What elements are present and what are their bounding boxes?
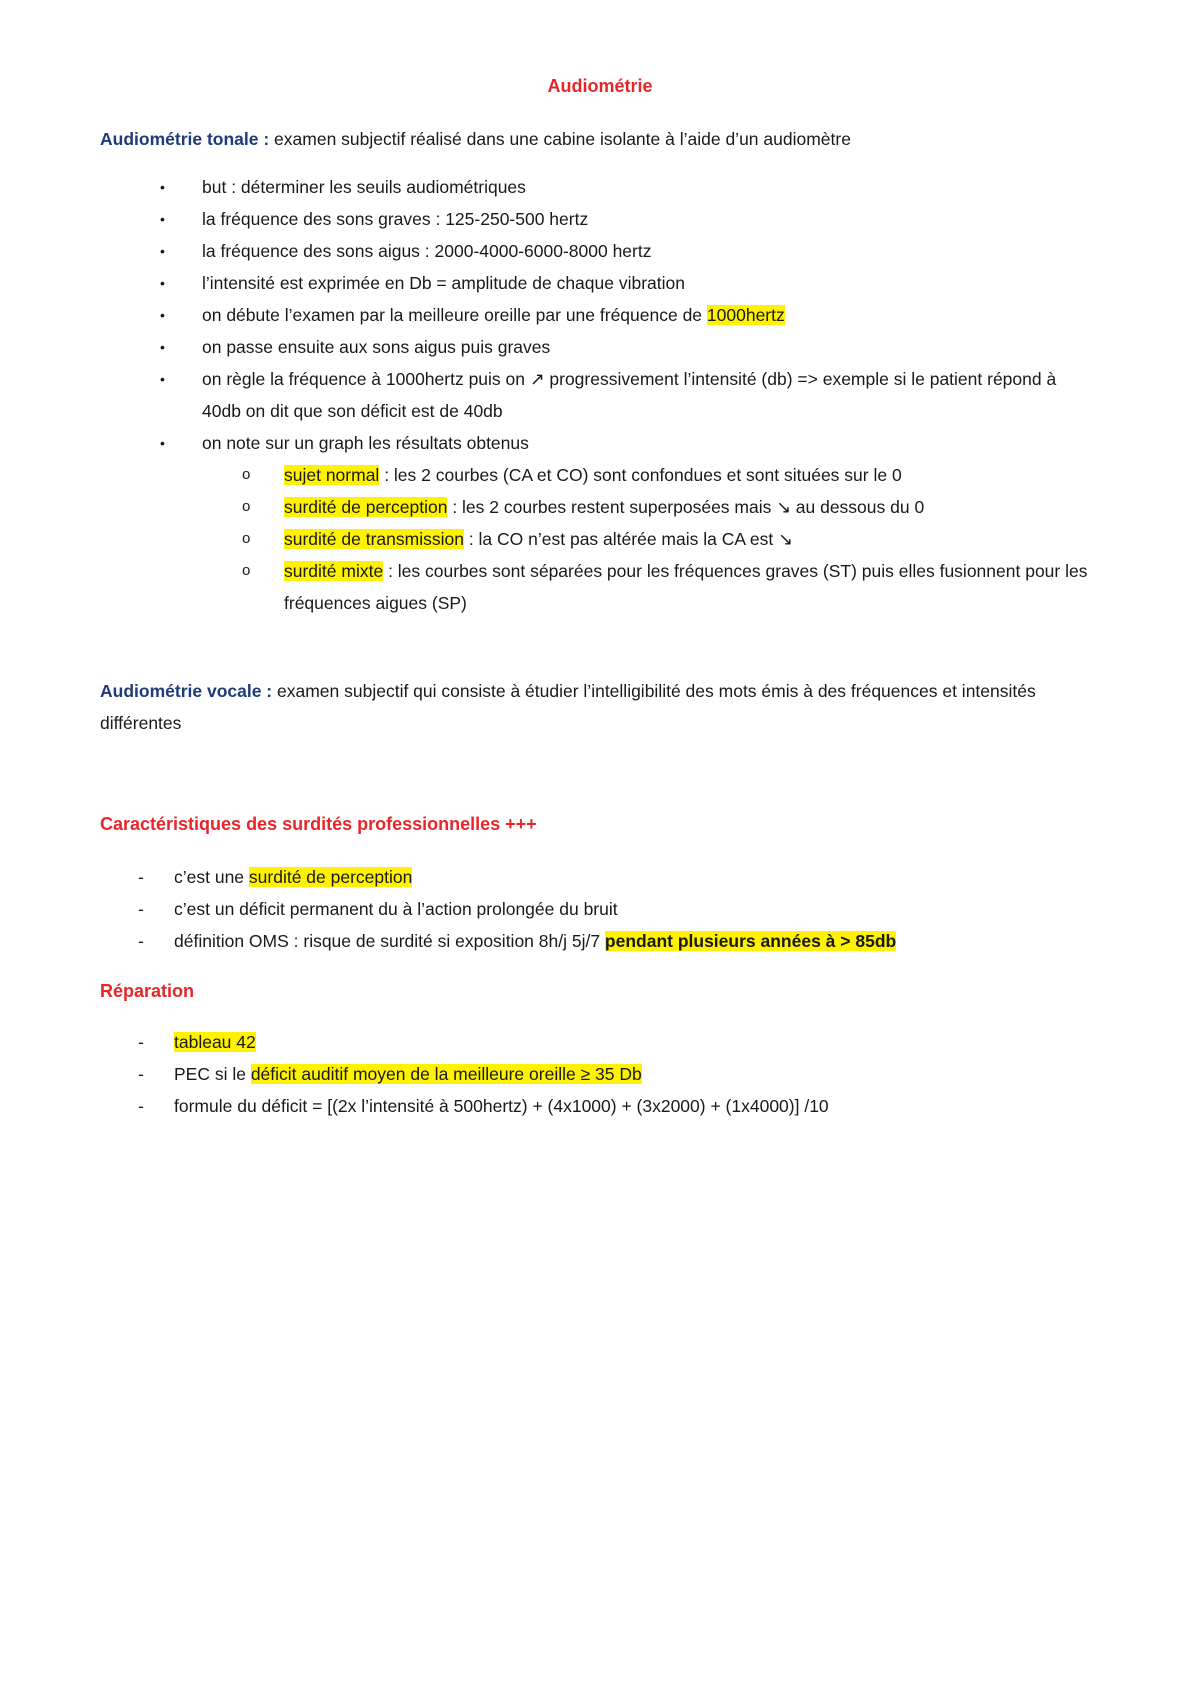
- bullet-mark: •: [160, 435, 165, 451]
- list-item-text: on passe ensuite aux sons aigus puis graves: [202, 337, 551, 357]
- reparation-heading: Réparation: [100, 981, 195, 1001]
- sub-list-item-text: : les courbes sont séparées pour les fréquences graves (ST) puis elles fusionnent pour les fréquences aigues (SP): [284, 561, 1088, 613]
- tonale-heading: Audiométrie tonale :: [100, 129, 270, 149]
- bullet-mark: •: [160, 243, 165, 259]
- dash-mark: -: [138, 899, 144, 919]
- dash-mark: -: [138, 1032, 144, 1052]
- dash-mark: -: [138, 1064, 144, 1084]
- dash-mark: -: [138, 1096, 144, 1116]
- list-item: [138, 1090, 1068, 1122]
- vocale-paragraph: [100, 675, 1110, 739]
- list-item: [138, 861, 1068, 893]
- list-item-text: la fréquence des sons aigus : 2000-4000-6000-8000 hertz: [202, 241, 652, 261]
- list-item-text: c’est un déficit permanent du à l’action prolongée du bruit: [174, 899, 618, 919]
- highlighted-text: pendant plusieurs années à > 85db: [604, 931, 897, 951]
- highlighted-text: surdité de perception: [284, 497, 448, 517]
- vocale-heading: Audiométrie vocale :: [100, 681, 273, 701]
- sub-list-item-text: : les 2 courbes (CA et CO) sont confondues et sont situées sur le 0: [379, 465, 902, 485]
- sub-bullet-mark: o: [242, 466, 251, 483]
- tonale-bullet-list: [160, 171, 1090, 619]
- dash-mark: -: [138, 931, 144, 951]
- list-item: [160, 427, 1090, 619]
- bullet-mark: •: [160, 371, 165, 387]
- tonale-text: examen subjectif réalisé dans une cabine isolante à l’aide d’un audiomètre: [269, 129, 851, 149]
- sub-bullet-mark: o: [242, 498, 251, 515]
- highlighted-text: surdité mixte: [284, 561, 384, 581]
- highlighted-text: sujet normal: [284, 465, 380, 485]
- graph-results-sublist: [202, 459, 1090, 619]
- highlighted-text: surdité de transmission: [284, 529, 464, 549]
- list-item: [160, 171, 1090, 203]
- list-item: [160, 299, 1090, 331]
- list-item-text: PEC si le: [174, 1064, 251, 1084]
- sub-list-item-text: : les 2 courbes restent superposées mais ↘ au dessous du 0: [447, 497, 925, 517]
- sub-list-item: [242, 459, 1090, 491]
- sub-list-item: [242, 491, 1090, 523]
- list-item-text: on débute l’examen par la meilleure oreille par une fréquence de: [202, 305, 707, 325]
- list-item: [160, 331, 1090, 363]
- list-item-text: la fréquence des sons graves : 125-250-500 hertz: [202, 209, 589, 229]
- list-item-text: définition OMS : risque de surdité si exposition 8h/j 5j/7: [174, 931, 605, 951]
- list-item-text: but : déterminer les seuils audiométriques: [202, 177, 526, 197]
- bullet-mark: •: [160, 211, 165, 227]
- highlighted-text: déficit auditif moyen de la meilleure oreille ≥ 35 Db: [250, 1064, 642, 1084]
- list-item-text: on règle la fréquence à 1000hertz puis on ↗ progressivement l’intensité (db) => exemple si le patient répond à 40db on dit que son déficit est de 40db: [202, 369, 1057, 421]
- bullet-mark: •: [160, 179, 165, 195]
- list-item: [160, 363, 1090, 427]
- reparation-list: [138, 1026, 1068, 1122]
- list-item: [138, 925, 1068, 957]
- list-item-text: c’est une: [174, 867, 249, 887]
- document-title: Audiométrie: [547, 76, 653, 96]
- tonale-intro: [100, 123, 1110, 155]
- list-item: [160, 235, 1090, 267]
- highlighted-text: surdité de perception: [248, 867, 413, 887]
- highlighted-text: 1000hertz: [706, 305, 785, 325]
- dash-mark: -: [138, 867, 144, 887]
- list-item: [160, 267, 1090, 299]
- sub-bullet-mark: o: [242, 530, 251, 547]
- list-item: [138, 893, 1068, 925]
- list-item: [138, 1058, 1068, 1090]
- bullet-mark: •: [160, 307, 165, 323]
- list-item-text: formule du déficit = [(2x l’intensité à 500hertz) + (4x1000) + (3x2000) + (1x4000)] /10: [174, 1096, 829, 1116]
- bullet-mark: •: [160, 275, 165, 291]
- list-item: [138, 1026, 1068, 1058]
- sub-list-item-text: : la CO n’est pas altérée mais la CA est ↘: [463, 529, 793, 549]
- list-item: [160, 203, 1090, 235]
- list-item-text: on note sur un graph les résultats obtenus: [202, 433, 529, 453]
- sub-bullet-mark: o: [242, 562, 251, 579]
- highlighted-text: tableau 42: [174, 1032, 256, 1052]
- sub-list-item: [242, 523, 1090, 555]
- list-item-text: l’intensité est exprimée en Db = amplitude de chaque vibration: [202, 273, 685, 293]
- bullet-mark: •: [160, 339, 165, 355]
- caracteristiques-list: [138, 861, 1068, 957]
- caracteristiques-heading: Caractéristiques des surdités professionnelles +++: [100, 814, 537, 834]
- vocale-text: examen subjectif qui consiste à étudier l’intelligibilité des mots émis à des fréquences et intensités différentes: [100, 681, 1036, 733]
- sub-list-item: [242, 555, 1090, 619]
